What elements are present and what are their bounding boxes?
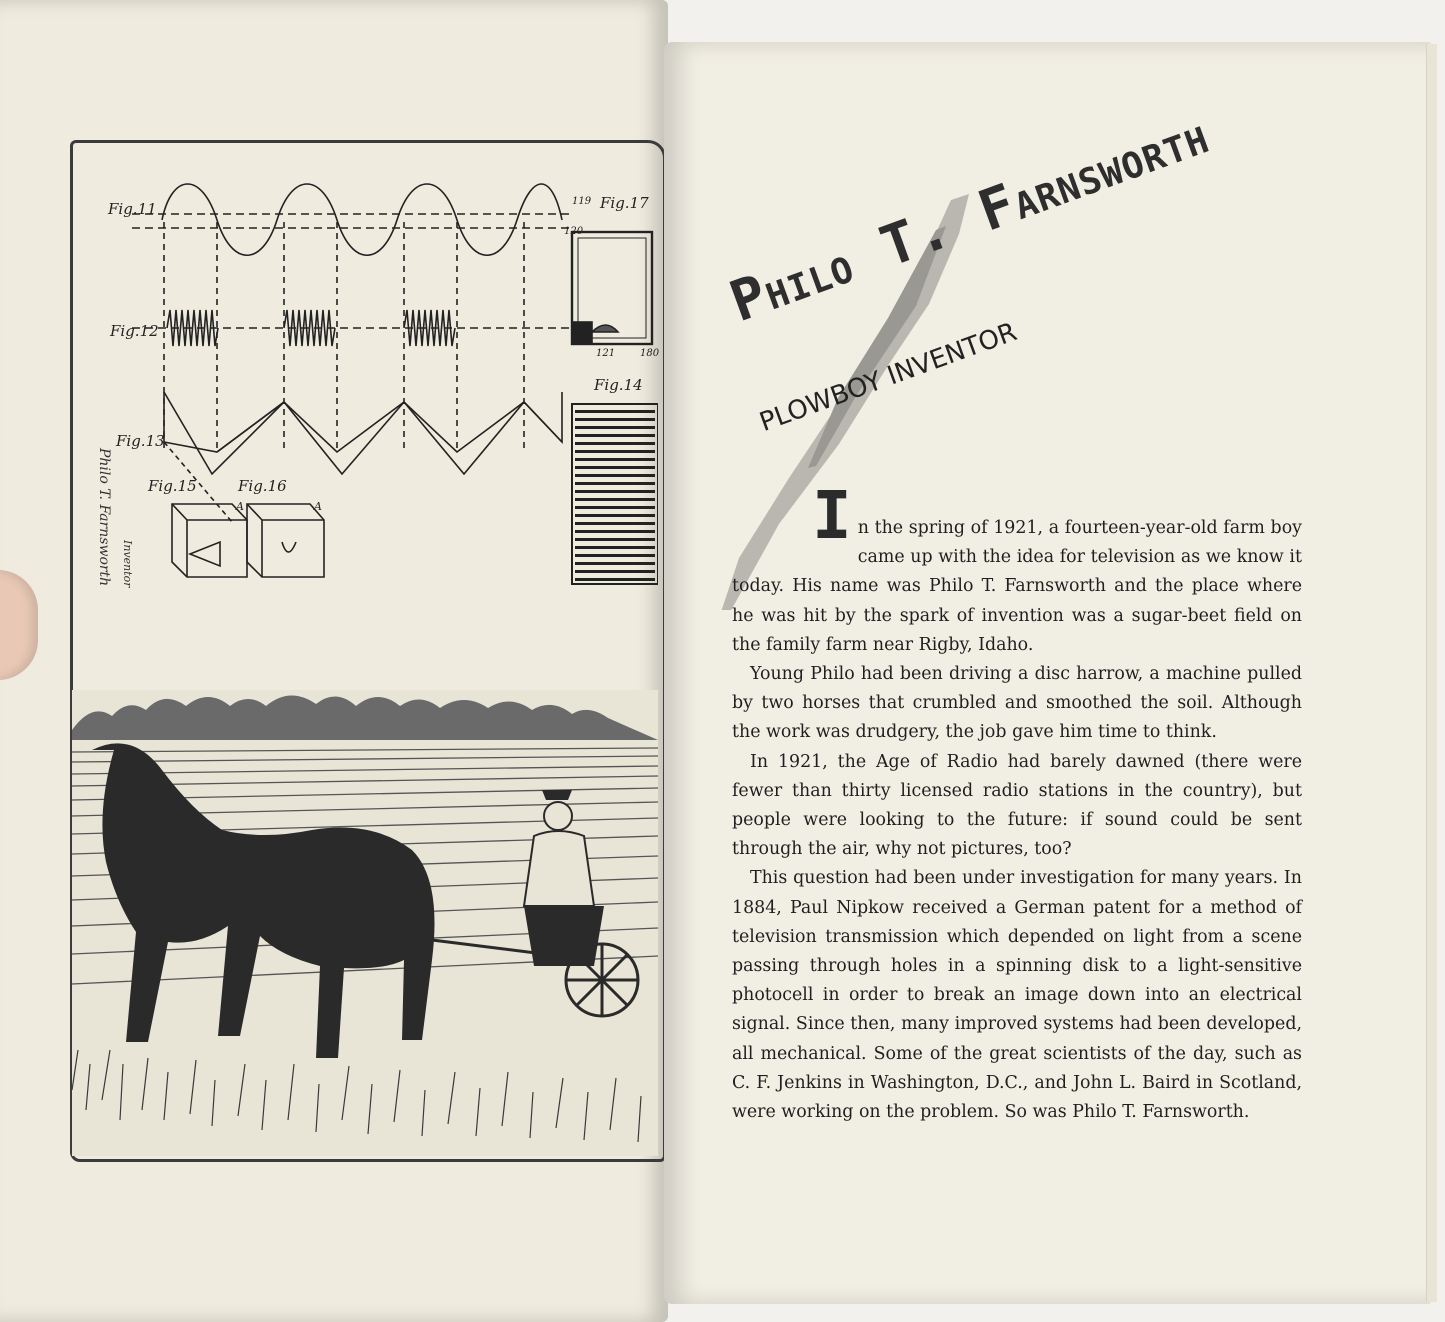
inventor-signature: Philo T. Farnsworth (96, 448, 112, 587)
fig17-label: Fig.17 (600, 194, 649, 212)
fig16-label: Fig.16 (238, 477, 287, 495)
title-first-rest: HILO (760, 248, 861, 319)
fig15-label: Fig.15 (148, 477, 197, 495)
fig12-burst-3 (404, 310, 455, 346)
drop-cap: I (812, 477, 852, 554)
fig11-label: Fig.11 (108, 200, 157, 218)
fig13-label: Fig.13 (116, 432, 165, 450)
paragraph-4: This question had been under investigation for many years. In 1884, Paul Nipkow received a German patent for a method of television transmission which depended on light from a scene passing through holes in a spinning disk to a light-sensitive photocell in order to break an image down into an electrical signal. Since then, many improved systems had been developed, all mechanical. Some of the great scientists of the day, such as C. F. Jenkins in Washington, D.C., and John L. Baird in Scotland, were working on the problem. So was Philo T. Farnsworth. (732, 868, 1302, 1123)
fig12-burst-2 (284, 310, 335, 346)
ref-119: 119 (572, 196, 592, 207)
paragraph-3: In 1921, the Age of Radio had barely dawned (there were fewer than thirty licensed radio stations in the country), but people were looking to the future: if sound could be sent through the air, why not pictures, too? (732, 751, 1302, 860)
fig15-block (172, 504, 247, 577)
title-last-rest: ARNSWORTH (1009, 119, 1216, 229)
fig16-block (247, 504, 324, 577)
fig12-label: Fig.12 (110, 322, 159, 340)
paragraph-2: Young Philo had been driving a disc harrow, a machine pulled by two horses that crumbled and smoothed the soil. Although the work was drudgery, the job gave him time to think. (732, 664, 1302, 743)
paragraph-1: n the spring of 1921, a fourteen-year-old farm boy came up with the idea for television as we know it today. His name was Philo T. Farnsworth and the place where he was hit by the spark of invention was a sugar-beet field on the family farm near Rigby, Idaho. (732, 518, 1302, 655)
title-last-initial: F (970, 171, 1025, 245)
fig13-sawtooth (164, 392, 562, 452)
fig14-label: Fig.14 (594, 376, 643, 394)
ref-121: 121 (596, 348, 616, 359)
ref-a1: A (236, 500, 244, 513)
farm-illustration (72, 690, 658, 1156)
inventor-label: Inventor (121, 540, 134, 588)
chapter-subtitle: PLOWBOY INVENTOR (755, 317, 1021, 438)
ref-120: 120 (564, 226, 584, 237)
title-middle-initial: T. (872, 195, 960, 281)
title-first-initial: P (721, 262, 777, 335)
page-edges (1426, 44, 1437, 1302)
ref-a2: A (314, 500, 322, 513)
fig11-sine-wave (162, 184, 562, 255)
ref-180: 180 (640, 348, 660, 359)
patent-drawing (72, 142, 658, 692)
fig12-burst-1 (167, 310, 218, 346)
chapter-body (732, 470, 1302, 1127)
